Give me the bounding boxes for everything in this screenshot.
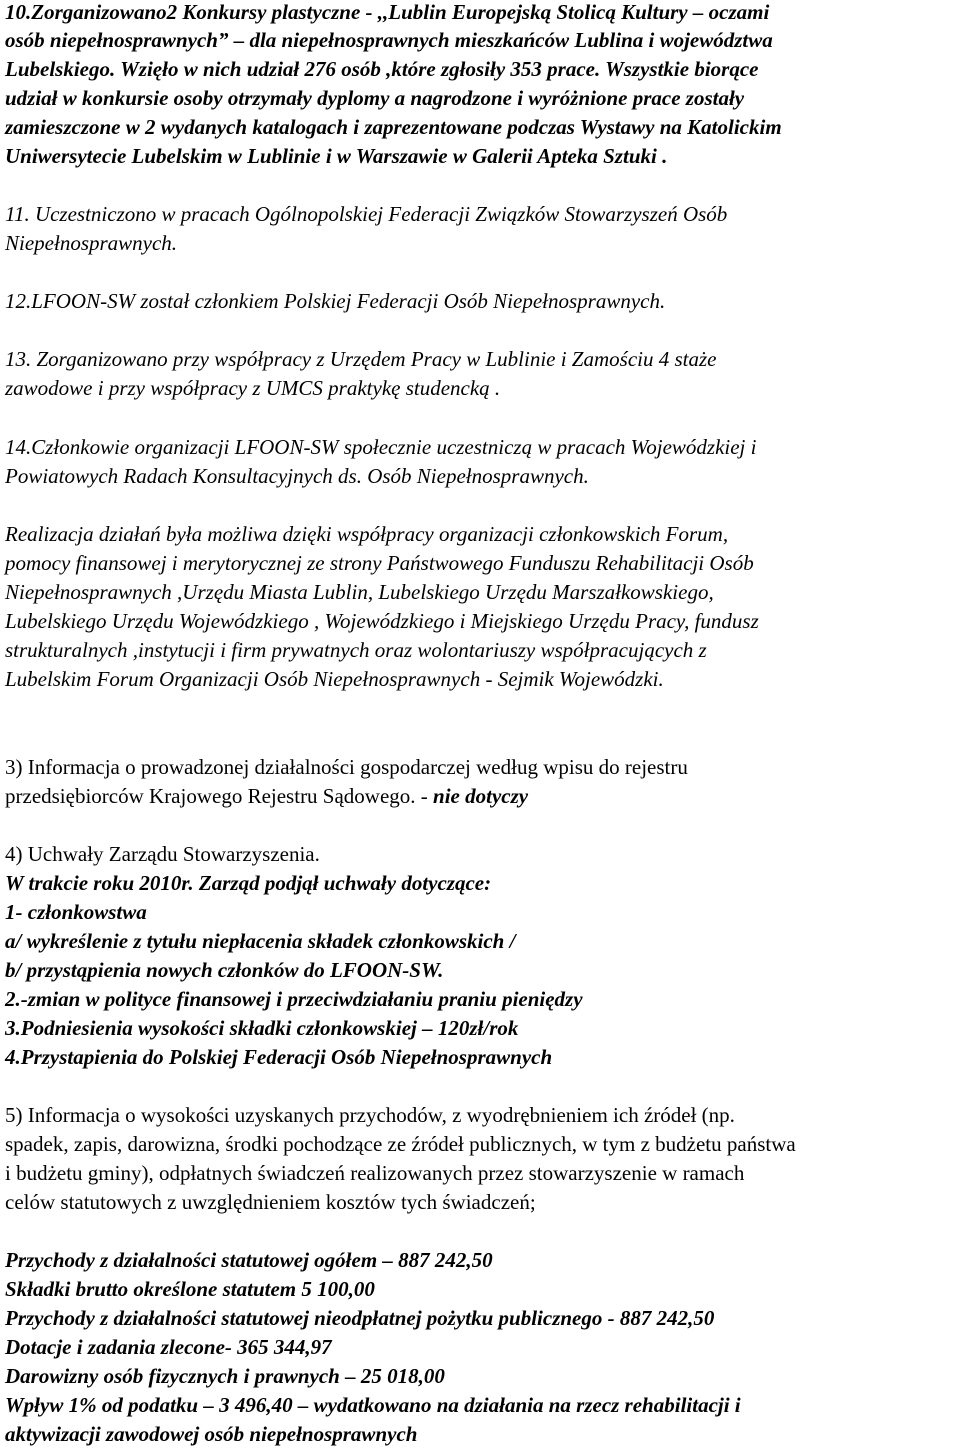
section4-heading: 4) Uchwały Zarządu Stowarzyszenia. — [5, 842, 320, 866]
section4-line-4: b/ przystąpienia nowych członków do LFOON-SW. — [5, 958, 444, 982]
finances-line-3: Przychody z działalności statutowej nieodpłatnej pożytku publicznego - 887 242,50 — [5, 1306, 715, 1330]
finances-line-4: Dotacje i zadania zlecone- 365 344,97 — [5, 1335, 332, 1359]
section4-line-5: 2.-zmian w polityce finansowej i przeciwdziałaniu praniu pieniędzy — [5, 987, 583, 1011]
item13-line-2: zawodowe i przy współpracy z UMCS praktykę studencką . — [5, 376, 501, 400]
item14-line-2: Powiatowych Radach Konsultacyjnych ds. Osób Niepełnosprawnych. — [5, 464, 589, 488]
section4-line-7: 4.Przystapienia do Polskiej Federacji Osób Niepełnosprawnych — [5, 1045, 553, 1069]
section3-line-2-plain: przedsiębiorców Krajowego Rejestru Sądowego. - — [5, 784, 434, 808]
section3-not-applicable: nie dotyczy — [433, 784, 529, 808]
realizacja-line-4: Lubelskiego Urzędu Wojewódzkiego , Wojewódzkiego i Miejskiego Urzędu Pracy, fundusz — [5, 609, 759, 633]
item10-line-3 — [5, 55, 759, 84]
item10-line-4: udział w konkursie osoby otrzymały dyplomy a nagrodzone i wyróżnione prace zostały — [5, 86, 745, 110]
item10-line-3b: Wszystkie biorące — [600, 57, 759, 81]
section4-line-2: 1- członkowstwa — [5, 900, 147, 924]
section5-line-2: spadek, zapis, darowizna, środki pochodzące ze źródeł publicznych, w tym z budżetu państwa — [5, 1132, 796, 1156]
item14-line-1: 14.Członkowie organizacji LFOON-SW społecznie uczestniczą w pracach Wojewódzkiej i — [5, 435, 757, 459]
finances-line-7: aktywizacji zawodowej osób niepełnosprawnych — [5, 1422, 418, 1446]
item13-line-1: 13. Zorganizowano przy współpracy z Urzędem Pracy w Lublinie i Zamościu 4 staże — [5, 347, 717, 371]
item11-line-2: Niepełnosprawnych. — [5, 231, 178, 255]
finances-line-6: Wpływ 1% od podatku – 3 496,40 – wydatkowano na działania na rzecz rehabilitacji i — [5, 1393, 741, 1417]
item10-line-2: osób niepełnosprawnych” – dla niepełnosprawnych mieszkańców Lublina i województwa — [5, 28, 773, 52]
section5-line-4: celów statutowych z uwzględnieniem kosztów tych świadczeń; — [5, 1190, 536, 1214]
item11-line-1: 11. Uczestniczono w pracach Ogólnopolskiej Federacji Związków Stowarzyszeń Osób — [5, 202, 728, 226]
finances-line-5: Darowizny osób fizycznych i prawnych – 25 018,00 — [5, 1364, 445, 1388]
item10-line-6: Uniwersytecie Lubelskim w Lublinie i w Warszawie w Galerii Apteka Sztuki . — [5, 144, 668, 168]
item12-line-1: 12.LFOON-SW został członkiem Polskiej Federacji Osób Niepełnosprawnych. — [5, 289, 666, 313]
realizacja-line-1: Realizacja działań była możliwa dzięki współpracy organizacji członkowskich Forum, — [5, 522, 729, 546]
section5-line-1: 5) Informacja o wysokości uzyskanych przychodów, z wyodrębnieniem ich źródeł (np. — [5, 1103, 735, 1127]
section4-line-1: W trakcie roku 2010r. Zarząd podjął uchwały dotyczące: — [5, 871, 492, 895]
section3-line-2 — [5, 782, 528, 811]
realizacja-line-6: Lubelskim Forum Organizacji Osób Niepełnosprawnych - Sejmik Wojewódzki. — [5, 667, 664, 691]
section3-line-1: 3) Informacja o prowadzonej działalności gospodarczej według wpisu do rejestru — [5, 755, 688, 779]
realizacja-line-2: pomocy finansowej i merytorycznej ze strony Państwowego Funduszu Rehabilitacji Osób — [5, 551, 754, 575]
item10-line-3a: Lubelskiego. Wzięło w nich udział 276 osób ,które zgłosiły 353 prace. — [5, 57, 601, 81]
section4-line-6: 3.Podniesienia wysokości składki członkowskiej – 120zł/rok — [5, 1016, 519, 1040]
realizacja-line-5: strukturalnych ,instytucji i firm prywatnych oraz wolontariuszy współpracujących z — [5, 638, 707, 662]
finances-line-2: Składki brutto określone statutem 5 100,00 — [5, 1277, 375, 1301]
section5-line-3: i budżetu gminy), odpłatnych świadczeń realizowanych przez stowarzyszenie w ramach — [5, 1161, 745, 1185]
item10-line-1: 10.Zorganizowano2 Konkursy plastyczne - ,,Lublin Europejską Stolicą Kultury – oczami — [5, 0, 770, 24]
realizacja-line-3: Niepełnosprawnych ,Urzędu Miasta Lublin, Lubelskiego Urzędu Marszałkowskiego, — [5, 580, 714, 604]
item10-line-5: zamieszczone w 2 wydanych katalogach i zaprezentowane podczas Wystawy na Katolickim — [5, 115, 782, 139]
section4-line-3: a/ wykreślenie z tytułu niepłacenia składek członkowskich / — [5, 929, 516, 953]
finances-line-1: Przychody z działalności statutowej ogółem – 887 242,50 — [5, 1248, 493, 1272]
